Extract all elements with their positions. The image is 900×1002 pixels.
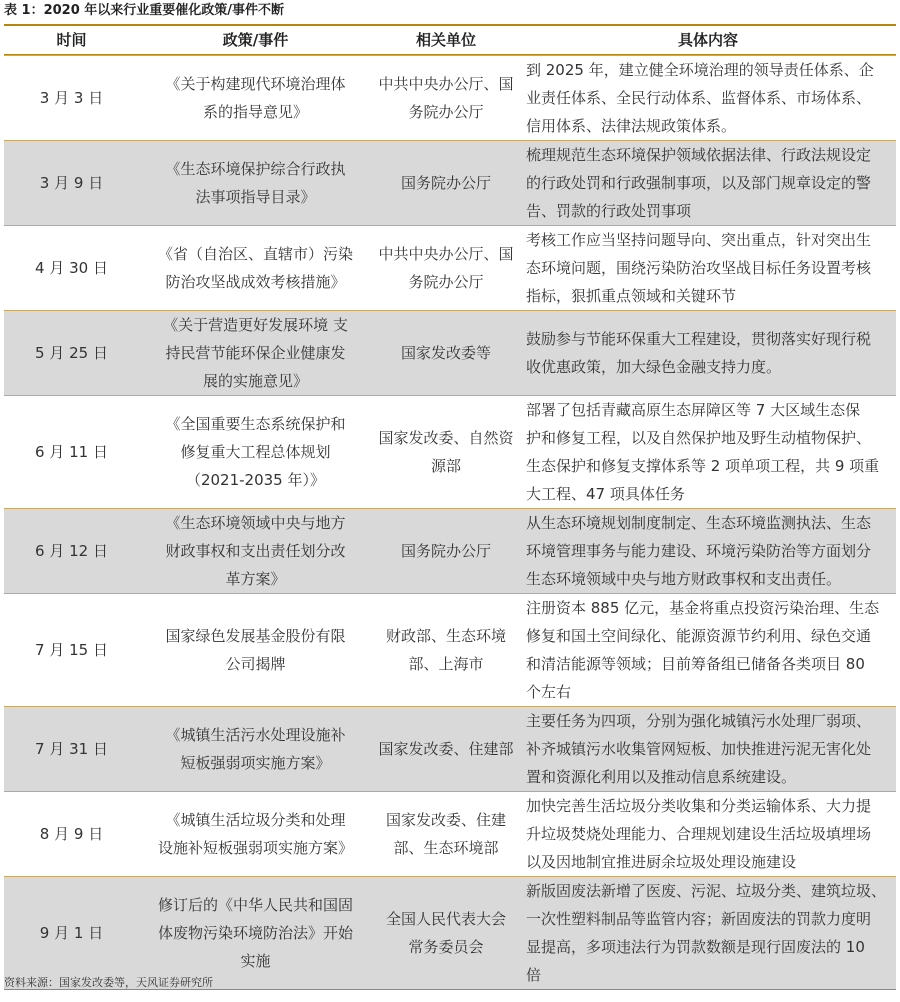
table-header-row <box>4 26 896 55</box>
table-row <box>4 225 896 310</box>
table-row <box>4 593 896 706</box>
content-cell: 注册资本 885 亿元，基金将重点投资污染治理、生态 修复和国土空间绿化、能源资源节约利用、绿色交通 和清洁能源等领域；目前筹备组已储备各类项目 80 个左右 <box>526 599 880 701</box>
policy-cell: 国家绿色发展基金股份有限 公司揭牌 <box>165 627 346 673</box>
unit-cell: 国家发改委、住建部 <box>378 740 514 758</box>
time-cell: 9 月 1 日 <box>39 924 104 942</box>
unit-cell: 财政部、生态环境 部、上海市 <box>385 627 506 673</box>
unit-cell: 国务院办公厅 <box>400 542 491 560</box>
table-row <box>4 791 896 876</box>
unit-cell: 中共中央办公厅、国 务院办公厅 <box>378 245 514 291</box>
table-row <box>4 310 896 395</box>
policy-cell: 《城镇生活垃圾分类和处理 设施补短板强弱项实施方案》 <box>157 811 353 857</box>
time-cell: 8 月 9 日 <box>39 825 104 843</box>
unit-cell: 国家发改委、住建 部、生态环境部 <box>385 811 506 857</box>
content-cell: 主要任务为四项，分别为强化城镇污水处理厂弱项、 补齐城镇污水收集管网短板、加快推进污泥无害化处 置和资源化利用以及推动信息系统建设。 <box>526 712 872 786</box>
content-cell: 梳理规范生态环境保护领域依据法律、行政法规设定 的行政处罚和行政强制事项，以及部门规章设定的警 告、罚款的行政处罚事项 <box>526 146 872 220</box>
policy-cell: 《生态环境保护综合行政执 法事项指导目录》 <box>165 160 346 206</box>
header-content: 具体内容 <box>677 31 738 49</box>
content-cell: 加快完善生活垃圾分类收集和分类运输体系、大力提 升垃圾焚烧处理能力、合理规划建设生活垃圾填埋场 以及因地制宜推进厨余垃圾处理设施建设 <box>526 797 872 871</box>
content-cell: 新版固废法新增了医废、污泥、垃圾分类、建筑垃圾、 一次性塑料制品等监管内容；新固废法的罚款力度明 显提高，多项违法行为罚款数额是现行固废法的 10 倍 <box>526 882 887 984</box>
policy-cell: 《关于营造更好发展环境 支 持民营节能环保企业健康发 展的实施意见》 <box>163 316 348 390</box>
unit-cell: 国务院办公厅 <box>400 174 491 192</box>
time-cell: 7 月 15 日 <box>35 641 108 659</box>
content-cell: 到 2025 年，建立健全环境治理的领导责任体系、企 业责任体系、全民行动体系、监督体系、市场体系、 信用体系、法律法规政策体系。 <box>526 61 874 135</box>
table-row <box>4 706 896 791</box>
header-time: 时间 <box>56 31 87 49</box>
time-cell: 7 月 31 日 <box>35 740 108 758</box>
content-cell: 从生态环境规划制度制定、生态环境监测执法、生态 环境管理事务与能力建设、环境污染防治等方面划分 生态环境领域中央与地方财政事权和支出责任。 <box>526 514 872 588</box>
header-unit: 相关单位 <box>415 31 476 49</box>
table-row <box>4 508 896 593</box>
table-row <box>4 55 896 140</box>
policy-table <box>4 24 896 990</box>
policy-cell: 《关于构建现代环境治理体 系的指导意见》 <box>165 75 346 121</box>
time-cell: 3 月 3 日 <box>39 89 104 107</box>
content-cell: 考核工作应当坚持问题导向、突出重点，针对突出生 态环境问题，围绕污染防治攻坚战目标任务设置考核 指标，狠抓重点领域和关键环节 <box>526 231 872 305</box>
policy-cell: 修订后的《中华人民共和国固 体废物污染环境防治法》开始 实施 <box>157 896 353 970</box>
policy-cell: 《城镇生活污水处理设施补 短板强弱项实施方案》 <box>165 726 346 772</box>
table-row <box>4 395 896 508</box>
policy-cell: 《省（自治区、直辖市）污染 防治攻坚战成效考核措施》 <box>157 245 353 291</box>
unit-cell: 中共中央办公厅、国 务院办公厅 <box>378 75 514 121</box>
unit-cell: 国家发改委、自然资 源部 <box>378 429 514 475</box>
policy-cell: 《生态环境领域中央与地方 财政事权和支出责任划分改 革方案》 <box>165 514 346 588</box>
unit-cell: 全国人民代表大会 常务委员会 <box>385 910 506 956</box>
time-cell: 6 月 12 日 <box>35 542 108 560</box>
time-cell: 5 月 25 日 <box>35 344 108 362</box>
time-cell: 6 月 11 日 <box>35 443 108 461</box>
policy-cell: 《全国重要生态系统保护和 修复重大工程总体规划 （2021-2035 年）》 <box>165 415 346 489</box>
time-cell: 3 月 9 日 <box>39 174 104 192</box>
unit-cell: 国家发改委等 <box>400 344 491 362</box>
table-row <box>4 140 896 225</box>
source-note: 资料来源：国家发改委等，天风证券研究所 <box>4 976 213 989</box>
header-policy: 政策/事件 <box>222 31 289 49</box>
content-cell: 鼓励参与节能环保重大工程建设，贯彻落实好现行税 收优惠政策，加大绿色金融支持力度。 <box>526 330 872 376</box>
content-cell: 部署了包括青藏高原生态屏障区等 7 大区域生态保 护和修复工程，以及自然保护地及野生动植物保护、 生态保护和修复支撑体系等 2 项单项工程，共 9 项重 大工程、47 项具体任务 <box>526 401 880 503</box>
table-title: 表 1：2020 年以来行业重要催化政策/事件不断 <box>4 3 285 18</box>
time-cell: 4 月 30 日 <box>35 259 108 277</box>
table-row <box>4 876 896 989</box>
